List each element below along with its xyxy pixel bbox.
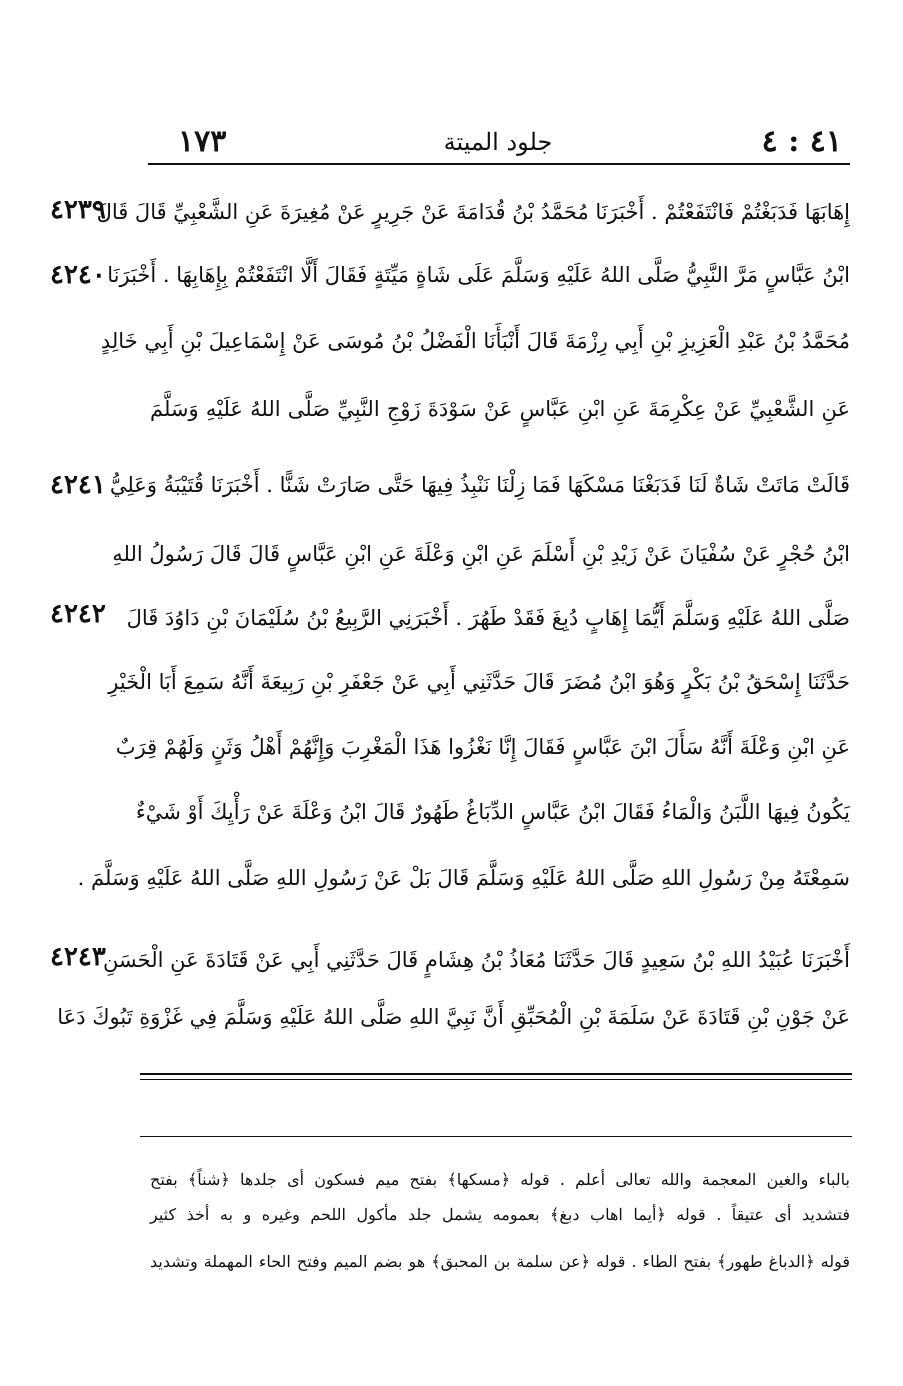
text-end-rule	[140, 1073, 852, 1075]
text-line: سَمِعْتَهُ مِنْ رَسُولِ اللهِ صَلَّى اللهُ عَلَيْهِ وَسَلَّمَ قَالَ بَلْ عَنْ رَسُولِ اللهِ صَلَّى اللهُ عَلَيْهِ وَسَلَّمَ .	[77, 866, 850, 890]
text-line: أَخْبَرَنَا عُبَيْدُ اللهِ بْنُ سَعِيدٍ قَالَ حَدَّثَنَا مُعَاذُ بْنُ هِشَامٍ قَالَ حَدَّثَنِي أَبِي عَنْ قَتَادَةَ عَنِ الْحَسَنِ	[102, 948, 850, 972]
hadith-number: ٤٢٣٩	[50, 195, 106, 225]
chapter-title: جلود الميتة	[443, 128, 553, 156]
hadith-number: ٤٢٤١	[50, 470, 106, 500]
section-reference: ٤١ : ٤	[761, 124, 842, 159]
page-number: ١٧٣	[178, 124, 227, 159]
footnote-line: فتشديد أى عتيقاً . قوله ﴿أيما اهاب دبغ﴾ بعمومه يشمل جلد مأكول اللحم وغيره و به أخذ كثير	[150, 1205, 850, 1224]
text-line: قَالَتْ مَاتَتْ شَاةٌ لَنَا فَدَبَغْنَا مَسْكَهَا فَمَا زِلْنَا نَنْبِذُ فِيهَا حَتَّى صَارَتْ شَنًّا . أَخْبَرَنَا قُتَيْبَةُ وَعَلِيُّ	[109, 473, 850, 497]
page-header	[148, 122, 848, 162]
text-line: عَنِ ابْنِ وَعْلَةَ أَنَّهُ سَأَلَ ابْنَ عَبَّاسٍ فَقَالَ إِنَّا نَغْزُوا هَذَا الْمَغْرِبَ وَإِنَّهُمْ أَهْلُ وَثَنٍ وَلَهُمْ قِرَبٌ	[115, 735, 850, 759]
hadith-number: ٤٢٤٣	[50, 942, 106, 972]
text-line: مُحَمَّدُ بْنُ عَبْدِ الْعَزِيزِ بْنِ أَبِي رِزْمَةَ قَالَ أَنْبَأَنَا الْفَضْلُ بْنُ مُوسَى عَنْ إِسْمَاعِيلَ بْنِ أَبِي خَالِدٍ	[100, 329, 850, 353]
text-line: عَنِ الشَّعْبِيِّ عَنْ عِكْرِمَةَ عَنِ ابْنِ عَبَّاسٍ عَنْ سَوْدَةَ زَوْجِ النَّبِيِّ صَلَّى اللهُ عَلَيْهِ وَسَلَّمَ	[150, 397, 850, 421]
text-end-rule	[140, 1079, 852, 1080]
text-line: إِهَابَهَا فَدَبَغْتُمْ فَانْتَفَعْتُمْ . أَخْبَرَنَا مُحَمَّدُ بْنُ قُدَامَةَ عَنْ جَرِيرٍ عَنْ مُغِيرَةَ عَنِ الشَّعْبِيِّ قَالَ قَالَ	[96, 200, 850, 224]
text-line: حَدَّثَنَا إِسْحَقُ بْنُ بَكْرٍ وَهُوَ ابْنُ مُضَرَ قَالَ حَدَّثَنِي أَبِي عَنْ جَعْفَرِ بْنِ رَبِيعَةَ أَنَّهُ سَمِعَ أَبَا الْخَيْرِ	[108, 670, 850, 694]
footnote-line: قوله ﴿الدباغ طهور﴾ بفتح الطاء . قوله ﴿عن سلمة بن المحبق﴾ هو بضم الميم وفتح الحاء المهملة وتشديد	[150, 1252, 850, 1271]
footnote-rule	[140, 1136, 852, 1137]
text-line: ابْنُ عَبَّاسٍ مَرَّ النَّبِيُّ صَلَّى اللهُ عَلَيْهِ وَسَلَّمَ عَلَى شَاةٍ مَيِّتَةٍ فَقَالَ أَلَّا انْتَفَعْتُمْ بِإِهَابِهَا . أَخْبَرَنَا	[107, 263, 850, 287]
text-line: يَكُونُ فِيهَا اللَّبَنُ وَالْمَاءُ فَقَالَ ابْنُ عَبَّاسٍ الدِّبَاغُ طَهُورٌ قَالَ ابْنُ وَعْلَةَ عَنْ رَأْيِكَ أَوْ شَيْءٌ	[135, 800, 850, 824]
hadith-number: ٤٢٤٢	[50, 599, 106, 629]
text-line: عَنْ جَوْنِ بْنِ قَتَادَةَ عَنْ سَلَمَةَ بْنِ الْمُحَبِّقِ أَنَّ نَبِيَّ اللهِ صَلَّى اللهُ عَلَيْهِ وَسَلَّمَ فِي غَزْوَةِ تَبُوكَ دَعَا	[57, 1005, 850, 1029]
text-line: ابْنُ حُجْرٍ عَنْ سُفْيَانَ عَنْ زَيْدِ بْنِ أَسْلَمَ عَنِ ابْنِ وَعْلَةَ عَنِ ابْنِ عَبَّاسٍ قَالَ قَالَ رَسُولُ اللهِ	[112, 542, 850, 566]
hadith-number: ٤٢٤٠	[50, 260, 106, 290]
footnote-line: بالباء والغين المعجمة والله تعالى أعلم . قوله ﴿مسكها﴾ بفتح ميم فسكون أى جلدها ﴿شناً﴾ بفتح	[150, 1170, 850, 1189]
header-rule	[148, 163, 850, 165]
text-line: صَلَّى اللهُ عَلَيْهِ وَسَلَّمَ أَيُّمَا إِهَابٍ دُبِغَ فَقَدْ طَهُرَ . أَخْبَرَنِي الرَّبِيعُ بْنُ سُلَيْمَانَ بْنِ دَاوُدَ قَالَ	[126, 606, 850, 630]
